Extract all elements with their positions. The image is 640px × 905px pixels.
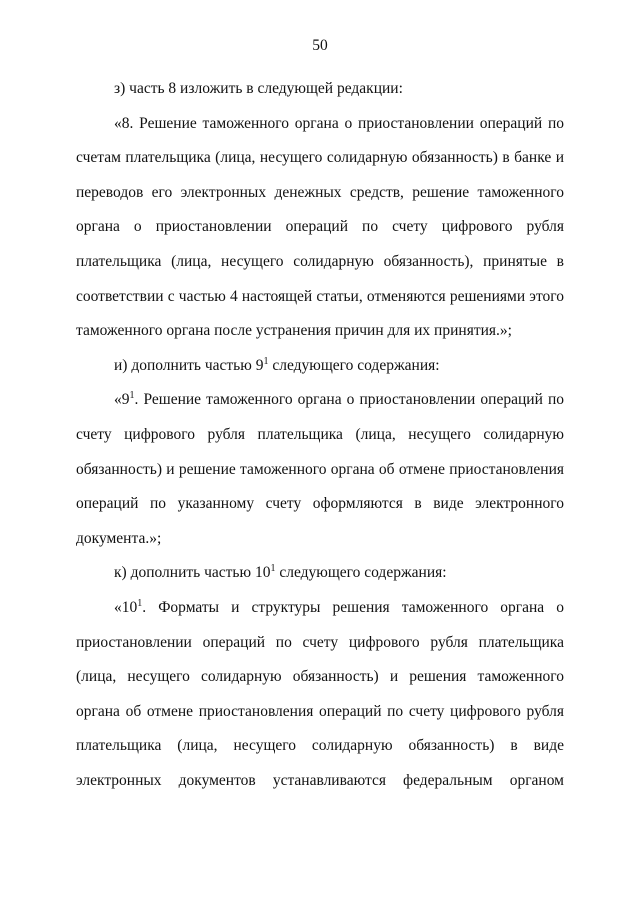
paragraph-clause-9-1 — [76, 383, 564, 556]
clause-9-1-text-before: «9 — [114, 391, 130, 409]
item-k-text-before: к) дополнить частью 10 — [114, 564, 271, 582]
clause-10-1-text-before: «10 — [114, 598, 138, 616]
clause-9-1-text-after: . Решение таможенного органа о приостановлении операций по счету цифрового рубля плательщика (лица, несущего солидарную обязанность) и решение таможенного органа об отмене приостановления операций по указанному счету оформляются в виде электронного документа.»; — [76, 391, 564, 547]
clause-9-1-superscript: 1 — [129, 390, 135, 402]
page-number: 50 — [312, 37, 328, 54]
paragraph-clause-8: «8. Решение таможенного органа о приостановлении операций по счетам плательщика (лица, несущего солидарную обязанность) в банке и переводов его электронных денежных средств, решение таможенного органа о приостановлении операций по счету цифрового рубля плательщика (лица, несущего солидарную обязанность), принятые в соответствии с частью 4 настоящей статьи, отменяются решениями этого таможенного органа после устранения причин для их принятия.»; — [76, 114, 564, 340]
paragraph-item-i — [76, 349, 564, 384]
paragraph-clause-10-1 — [76, 591, 564, 799]
document-body — [76, 72, 564, 798]
item-k-superscript: 1 — [270, 563, 276, 575]
clause-10-1-text-after: . Форматы и структуры решения таможенного органа о приостановлении операций по счету цифрового рубля плательщика (лица, несущего солидарную обязанность) и решения таможенного органа об отмене приостановления операций по счету цифрового рубля плательщика (лица, несущего солидарную обязанность) в виде электронных документов устанавливаются федеральным органом — [76, 598, 564, 789]
item-k-text-after: следующего содержания: — [275, 564, 447, 582]
item-i-text-before: и) дополнить частью 9 — [114, 356, 264, 374]
clause-10-1-superscript: 1 — [137, 597, 143, 609]
paragraph-item-k — [76, 556, 564, 591]
paragraph-item-z: з) часть 8 изложить в следующей редакции: — [114, 80, 403, 97]
item-i-text-after: следующего содержания: — [268, 356, 440, 374]
item-i-superscript: 1 — [263, 355, 269, 367]
